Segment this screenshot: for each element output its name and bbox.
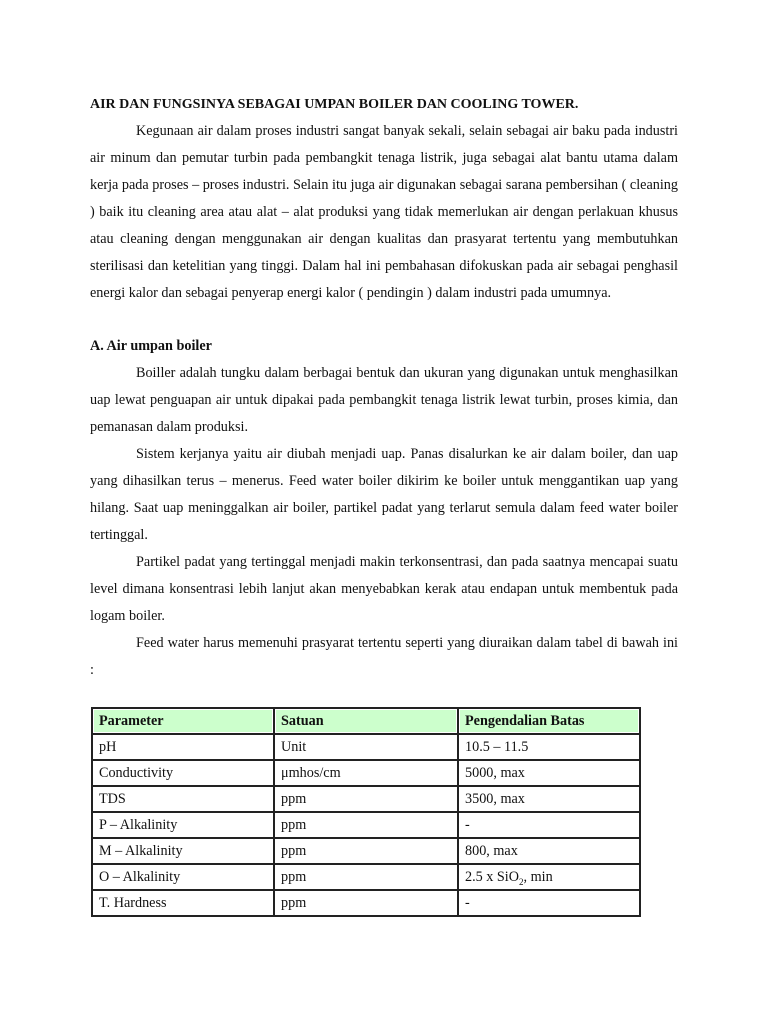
section-a-paragraph-3: Partikel padat yang tertinggal menjadi makin terkonsentrasi, dan pada saatnya mencapai suatu level dimana konsentrasi lebih lanjut akan menyebabkan kerak atau endapan untuk membentuk pada logam boiler. (90, 554, 678, 624)
section-a-paragraph-2: Sistem kerjanya yaitu air diubah menjadi uap. Panas disalurkan ke air dalam boiler, dan uap yang dihasilkan terus – menerus. Feed water boiler dikirim ke boiler untuk menggantikan uap yang hilang. Saat uap meninggalkan air boiler, partikel padat yang terlarut semula dalam feed water boiler tertinggal. (90, 446, 678, 543)
cell-batas-prefix: 2.5 x SiO (465, 869, 519, 885)
intro-paragraph: Kegunaan air dalam proses industri sangat banyak sekali, selain sebagai air baku pada industri air minum dan pemutar turbin pada pembangkit tenaga listrik, juga sebagai alat bantu utama dalam kerja pada proses – proses industri. Selain itu juga air digunakan sebagai sarana pembersihan ( cleaning ) baik itu cleaning area atau alat – alat produksi yang tidak memerlukan air dengan perlakuan khusus atau cleaning dengan menggunakan air dengan kualitas dan prasyarat tertentu yang membutuhkan sterilisasi dan ketelitian yang tinggi. Dalam hal ini pembahasan difokuskan pada air sebagai penghasil energi kalor dan sebagai penyerap energi kalor ( pendingin ) dalam industri pada umumnya. (90, 123, 678, 301)
cell-satuan: ppm (274, 890, 458, 916)
table-row (92, 890, 640, 916)
section-a-paragraph-4: Feed water harus memenuhi prasyarat tertentu seperti yang diuraikan dalam tabel di bawah ini : (90, 635, 678, 678)
cell-satuan: ppm (274, 864, 458, 890)
cell-satuan: Unit (274, 734, 458, 760)
table-row (92, 812, 640, 838)
cell-batas: - (458, 890, 640, 916)
cell-batas: 5000, max (458, 760, 640, 786)
table-header-row (92, 708, 640, 734)
cell-batas: 3500, max (458, 786, 640, 812)
column-header-pengendalian-batas: Pengendalian Batas (458, 708, 640, 734)
cell-parameter: Conductivity (92, 760, 274, 786)
cell-batas: - (458, 812, 640, 838)
table-row (92, 760, 640, 786)
cell-parameter: M – Alkalinity (92, 838, 274, 864)
cell-batas-suffix: , min (523, 869, 553, 885)
cell-satuan: ppm (274, 812, 458, 838)
table-row (92, 864, 640, 890)
column-header-satuan: Satuan (274, 708, 458, 734)
section-a-paragraph-1: Boiller adalah tungku dalam berbagai bentuk dan ukuran yang digunakan untuk menghasilkan uap lewat penguapan air untuk dipakai pada pembangkit tenaga listrik lewat turbin, proses kimia, dan pemanasan dalam produksi. (90, 365, 678, 435)
cell-batas (458, 864, 640, 890)
table-row (92, 838, 640, 864)
subscript-2: 2 (519, 876, 524, 887)
table-row (92, 786, 640, 812)
section-a-heading: A. Air umpan boiler (90, 338, 212, 354)
cell-batas: 10.5 – 11.5 (458, 734, 640, 760)
cell-parameter: O – Alkalinity (92, 864, 274, 890)
cell-parameter: TDS (92, 786, 274, 812)
document-page (90, 91, 678, 911)
cell-satuan: ppm (274, 786, 458, 812)
cell-satuan: μmhos/cm (274, 760, 458, 786)
table-row (92, 734, 640, 760)
cell-satuan: ppm (274, 838, 458, 864)
document-title: AIR DAN FUNGSINYA SEBAGAI UMPAN BOILER DAN COOLING TOWER. (90, 97, 579, 112)
cell-parameter: T. Hardness (92, 890, 274, 916)
cell-batas: 800, max (458, 838, 640, 864)
cell-parameter: pH (92, 734, 274, 760)
cell-parameter: P – Alkalinity (92, 812, 274, 838)
feed-water-requirements-table (91, 707, 641, 917)
column-header-parameter: Parameter (92, 708, 274, 734)
